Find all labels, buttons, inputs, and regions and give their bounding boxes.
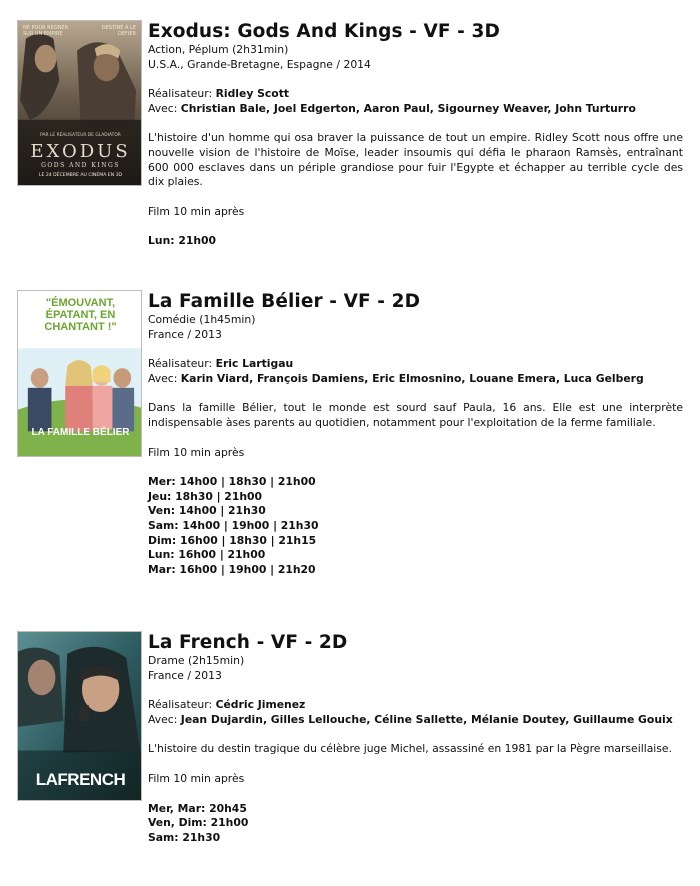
showtime-line: Lun: 16h00 | 21h00 [148,548,266,562]
film-genre: Comédie (1h45min) [148,313,256,326]
film-cast-line [148,372,683,387]
cast-names: Christian Bale, Joel Edgerton, Aaron Paul, Sigourney Weaver, John Turturro [180,101,636,115]
belier-details [148,290,683,577]
director-label: Réalisateur: [148,87,216,101]
film-synopsis: L'histoire d'un homme qui osa braver la puissance de tout un empire. Ridley Scott nous offre une nouvelle vision de l'histoire de Moïse, leader insoumis qui défia le pharaon Ramsès, entraînant 600 000 esclaves dans un périple grandiose pour fuir l'Egypte et échapper au terrible cycle des dix plaies. [148,131,683,189]
showtime-line: Ven: 14h00 | 21h30 [148,504,266,518]
film-genre: Action, Péplum (2h31min) [148,43,289,56]
film-cast-line [148,102,683,117]
film-title: La Famille Bélier - VF - 2D [148,291,421,312]
film-note: Film 10 min après [148,445,245,459]
film-cast-line [148,713,683,728]
showtime-line: Ven, Dim: 21h00 [148,816,249,830]
film-synopsis: L'histoire du destin tragique du célèbre juge Michel, assassiné en 1981 par la Pègre marseillaise. [148,742,673,756]
director-name: Eric Lartigau [215,357,294,371]
showtime-line: Mer, Mar: 20h45 [148,801,247,815]
exodus-poster-top-right: DESTINÉ A LE DÉFIER [101,25,136,37]
belier-poster-image [17,290,142,457]
exodus-poster-subtitle: GODS AND KINGS [41,162,120,169]
film-note: Film 10 min après [148,204,245,218]
film-synopsis: Dans la famille Bélier, tout le monde est sourd sauf Paula, 16 ans. Elle est une interprète indispensable àses parents au quotidien, notamment pour l'exploitation de la ferme familiale. [148,401,683,429]
french-poster-title: LAFRENCH [35,770,126,789]
showtime-line: Mer: 14h00 | 18h30 | 21h00 [148,475,316,489]
exodus-poster-image [17,20,142,186]
exodus-poster-tagline: PAR LE RÉALISATEUR DE GLADIATOR [40,133,121,138]
showtime-line: Lun: 21h00 [148,234,217,248]
film-country: France / 2013 [148,668,222,682]
film-note: Film 10 min après [148,771,245,785]
showtime-line: Dim: 16h00 | 18h30 | 21h15 [148,533,317,547]
director-name: Ridley Scott [215,87,290,101]
exodus-poster-release: LE 24 DÉCEMBRE AU CINÉMA EN 3D [38,173,123,178]
director-label: Réalisateur: [148,698,216,712]
showtime-line: Mar: 16h00 | 19h00 | 21h20 [148,562,316,576]
cast-label: Avec: [148,101,181,115]
film-director-line [148,698,683,713]
exodus-poster-title: EXODUS [30,141,131,162]
french-poster-image [17,631,142,801]
film-title: Exodus: Gods And Kings - VF - 3D [148,21,500,42]
cast-label: Avec: [148,712,181,726]
film-director-line [148,87,683,102]
showtime-line: Sam: 21h30 [148,830,221,844]
film-title: La French - VF - 2D [148,632,348,653]
belier-poster-title: LA FAMILLE BÉLIER [31,427,130,438]
showtime-line: Sam: 14h00 | 19h00 | 21h30 [148,518,319,532]
film-genre: Drame (2h15min) [148,654,245,667]
cast-names: Karin Viard, François Damiens, Eric Elmosnino, Louane Emera, Luca Gelberg [180,371,644,385]
cast-label: Avec: [148,371,181,385]
exodus-poster-top-left: NE POUR REGNER SUR UN EMPIRE [23,25,69,37]
film-country: France / 2013 [148,327,222,341]
belier-poster-tagline: "ÉMOUVANT, ÉPATANT, EN CHANTANT !" [44,297,117,333]
director-name: Cédric Jimenez [215,698,306,712]
film-country: U.S.A., Grande-Bretagne, Espagne / 2014 [148,57,371,71]
exodus-details [148,20,683,249]
film-director-line [148,357,683,372]
cast-names: Jean Dujardin, Gilles Lellouche, Céline Sallette, Mélanie Doutey, Guillaume Gouix [180,712,673,726]
director-label: Réalisateur: [148,357,216,371]
french-details [148,631,683,845]
showtime-line: Jeu: 18h30 | 21h00 [148,489,263,503]
